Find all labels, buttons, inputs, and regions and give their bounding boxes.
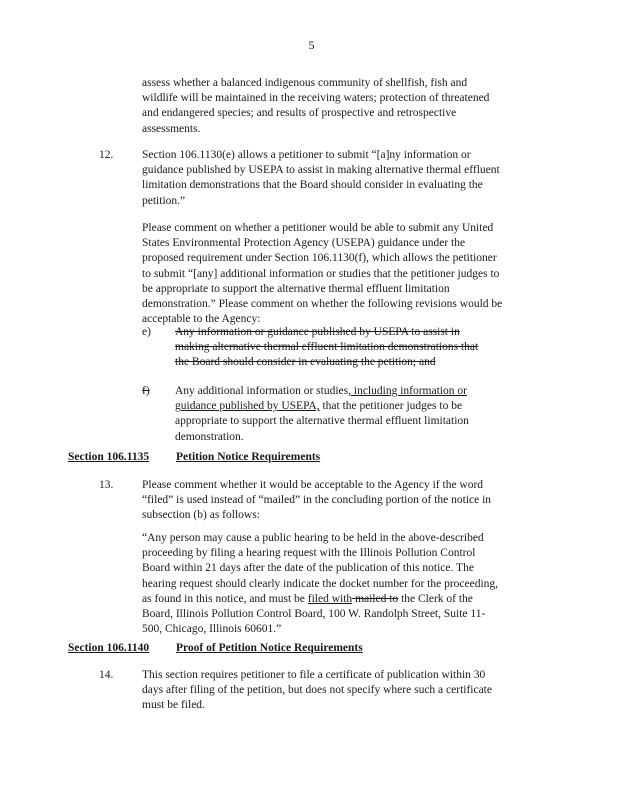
item-12-number: 12.: [99, 149, 114, 161]
item-12-paragraph-2: Please comment on whether a petitioner would be able to submit any United States Environmental Protection Agency (USEPA) guidance under the proposed requirement under Section 106.1130(f), which allows the petitioner to submit “[any] additional information or studies that the petitioner judges to be appropriate to support the alternative thermal effluent limitation demonstration.” Please comment on whether the following revisions would be acceptable to the Agency:: [142, 222, 503, 326]
section-1140-title: Proof of Petition Notice Requirements: [176, 642, 363, 654]
item-13-quote: [142, 531, 504, 637]
item-13-paragraph-1: Please comment whether it would be acceptable to the Agency if the word “filed” is used instead of “mailed” in the concluding portion of the notice in subsection (b) as follows:: [142, 479, 492, 522]
section-1140-heading: [68, 641, 363, 656]
section-1135-number: Section 106.1135: [68, 451, 150, 463]
item-12-f-text: [175, 384, 497, 445]
intro-paragraph: assess whether a balanced indigenous community of shellfish, fish and wildlife will be maintained in the receiving waters; protection of threatened and endangered species; and results of prospective and retrospective assessments.: [142, 77, 490, 135]
item-12-f-label: [142, 384, 150, 399]
item-13-quote-deleted: mailed to: [352, 592, 399, 605]
item-12-f-text-a: Any additional information or studies: [175, 385, 349, 397]
item-12-f-text-b: that the petitioner judges to be appropriate to support the alternative thermal effluent limitation demonstration.: [175, 400, 469, 443]
section-1140-number: Section 106.1140: [68, 642, 150, 654]
page-number: 5: [308, 38, 315, 52]
item-13-quote-b: the Clerk of the Board, Illinois Pollution Control Board, 100 W. Randolph Street, Suite 11-500, Chicago, Illinois 60601.”: [142, 592, 486, 636]
item-12-f-label-struck: f): [142, 385, 150, 397]
item-12-e-struck-text: Any information or guidance published by USEPA to assist in making alternative thermal effluent limitation demonstrations that the Board should consider in evaluating the petition; and: [175, 326, 479, 369]
item-14-number: 14.: [99, 669, 114, 681]
section-1135-title: Petition Notice Requirements: [176, 451, 321, 463]
item-12-paragraph-1: Section 106.1130(e) allows a petitioner to submit “[a]ny information or guidance published by USEPA to assist in making alternative thermal effluent limitation demonstrations that the Board should consider in evaluating the petition.”: [142, 149, 500, 207]
item-12-e-label: e): [142, 326, 151, 338]
item-12-f-inserted: , including information or guidance published by USEPA,: [175, 385, 467, 413]
item-13-quote-a: “Any person may cause a public hearing to be held in the above-described proceeding by filing a hearing request with the Illinois Pollution Control Board within 21 days after the date of the publication of this notice. The hearing request should clearly indicate the docket number for the proceeding, as found in this notice, and must be: [142, 532, 499, 605]
item-14-paragraph-1: This section requires petitioner to file a certificate of publication within 30 days after filing of the petition, but does not specify where such a certificate must be filed.: [142, 669, 492, 712]
item-13-number: 13.: [99, 479, 114, 491]
item-13-quote-inserted: filed with: [307, 592, 353, 605]
section-1135-heading: [68, 450, 320, 465]
